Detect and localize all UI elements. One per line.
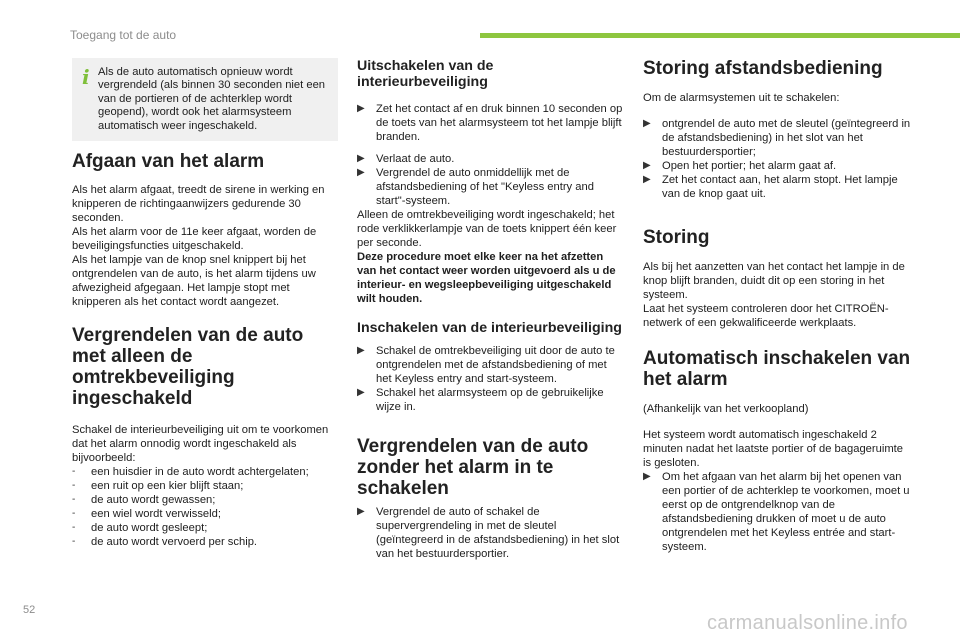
watermark: carmanualsonline.info [707,612,908,634]
list-item: ▶ Schakel de omtrekbeveiliging uit door de auto te ontgrendelen met de afstandsbediening of met het Keyless entry and start-systeem. [357,345,615,385]
step-list [357,152,623,208]
list-item: - een ruit op een kier blijft staan; [72,480,244,493]
heading-storing-afstandsbediening: Storing afstandsbediening [643,58,883,79]
heading-vergrendelen-zonder-alarm: Vergrendelen van de auto zonder het alarm in te schakelen [357,436,589,499]
paragraph: Als het alarm voor de 11e keer afgaat, worden de beveiligingsfuncties uitgeschakeld. [72,226,317,253]
list-item: ▶ Verlaat de auto. [357,153,455,165]
arrow-icon: ▶ [357,153,365,164]
list-item: ▶ ontgrendel de auto met de sleutel (geïntegreerd in de afstandsbediening) in het slot van het bestuurdersportier; [643,118,911,158]
heading-uitschakelen-interieur: Uitschakelen van de interieurbeveiliging [357,58,494,90]
arrow-icon: ▶ [357,103,365,114]
step-list [643,117,911,201]
dash-list [72,465,338,549]
alarm-text [72,183,338,309]
list-item: - de auto wordt vervoerd per schip. [72,536,258,549]
note: (Afhankelijk van het verkoopland) [643,403,809,415]
heading-storing: Storing [643,227,710,248]
heading-afgaan-alarm: Afgaan van het alarm [72,151,265,173]
list-item: ▶ Om het afgaan van het alarm bij het openen van een portier of de achterklep te voorkomen, moet u eerst op de ontgrendelknop van de afstandsbediening drukken of moet u de auto ontgrendelen met het Keyless entrée and start-systeem. [643,471,910,553]
arrow-icon: ▶ [643,174,651,185]
info-box-text: Als de auto automatisch opnieuw wordt vergrendeld (als binnen 30 seconden niet een van de portieren of de achterklep wordt geopend), wordt ook het alarmsysteem automatisch weer ingeschakeld. [98,66,326,132]
arrow-icon: ▶ [643,118,651,129]
list-item: - de auto wordt gewassen; [72,494,216,507]
step-list [357,344,623,414]
arrow-icon: ▶ [357,506,365,517]
list-item: ▶ Schakel het alarmsysteem op de gebruikelijke wijze in. [357,387,604,413]
warning-paragraph: Deze procedure moet elke keer na het afzetten van het contact weer worden uitgevoerd als u de interieur- en wegsleepbeveiliging uitgeschakeld wilt houden. [357,251,616,305]
arrow-icon: ▶ [643,160,651,171]
paragraph: Als het lampje van de knop snel knippert bij het ontgrendelen van de auto, is het alarm tijdens uw afwezigheid afgegaan. Het lampje stopt met knipperen als het contact wordt aangezet. [72,254,316,309]
column-2 [357,58,623,561]
list-item: - een wiel wordt verwisseld; [72,508,221,521]
arrow-icon: ▶ [643,471,651,482]
arrow-icon: ▶ [357,387,365,398]
column-3 [643,58,911,554]
storing-text [643,260,911,330]
list-item: ▶ Open het portier; het alarm gaat af. [643,160,837,172]
list-item: ▶ Zet het contact aan, het alarm stopt. Het lampje van de knop gaat uit. [643,174,898,200]
page-number: 52 [23,604,36,616]
info-box [72,58,338,141]
step-list [643,470,911,554]
header-accent-bar [480,33,960,38]
list-item: ▶ Vergrendel de auto onmiddellijk met de afstandsbediening of het "Keyless entry and start"-systeem. [357,167,594,207]
paragraph: Om de alarmsystemen uit te schakelen: [643,92,840,104]
paragraph: Schakel de interieurbeveiliging uit om te voorkomen dat het alarm onnodig wordt ingeschakeld als bijvoorbeeld: [72,424,329,465]
heading-automatisch-inschakelen: Automatisch inschakelen van het alarm [643,348,911,390]
arrow-icon: ▶ [357,167,365,178]
step-list [357,505,623,561]
column-1 [72,58,338,549]
heading-vergrendelen-omtrek: Vergrendelen van de auto met alleen de omtrekbeveiliging ingeschakeld [72,325,304,410]
paragraph: Laat het systeem controleren door het CITROËN-netwerk of een gekwalificeerde werkplaats. [643,303,889,329]
arrow-icon: ▶ [357,345,365,356]
list-item: ▶ Zet het contact af en druk binnen 10 seconden op de toets van het alarmsysteem tot het lampje blijft branden. [357,103,623,143]
paragraph: Alleen de omtrekbeveiliging wordt ingeschakeld; het rode verklikkerlampje van de toets knippert één keer per seconde. [357,209,617,249]
paragraph: Als het alarm afgaat, treedt de sirene in werking en knipperen de richtingaanwijzers gedurende 30 seconden. [72,184,325,225]
paragraph: Het systeem wordt automatisch ingeschakeld 2 minuten nadat het laatste portier of de bagageruimte is gesloten. [643,429,903,469]
section-header: Toegang tot de auto [70,28,177,42]
info-icon: i [82,65,90,89]
list-item: - een huisdier in de auto wordt achtergelaten; [72,466,309,479]
paragraph: Als bij het aanzetten van het contact het lampje in de knop blijft branden, duidt dit op een storing in het systeem. [643,261,905,301]
heading-inschakelen-interieur: Inschakelen van de interieurbeveiliging [357,320,622,336]
list-item: ▶ Vergrendel de auto of schakel de supervergrendeling in met de sleutel (geïntegreerd in de afstandsbediening) in het slot van het bestuurdersportier. [357,506,620,560]
list-item: - de auto wordt gesleept; [72,522,208,535]
step-list [357,102,623,144]
